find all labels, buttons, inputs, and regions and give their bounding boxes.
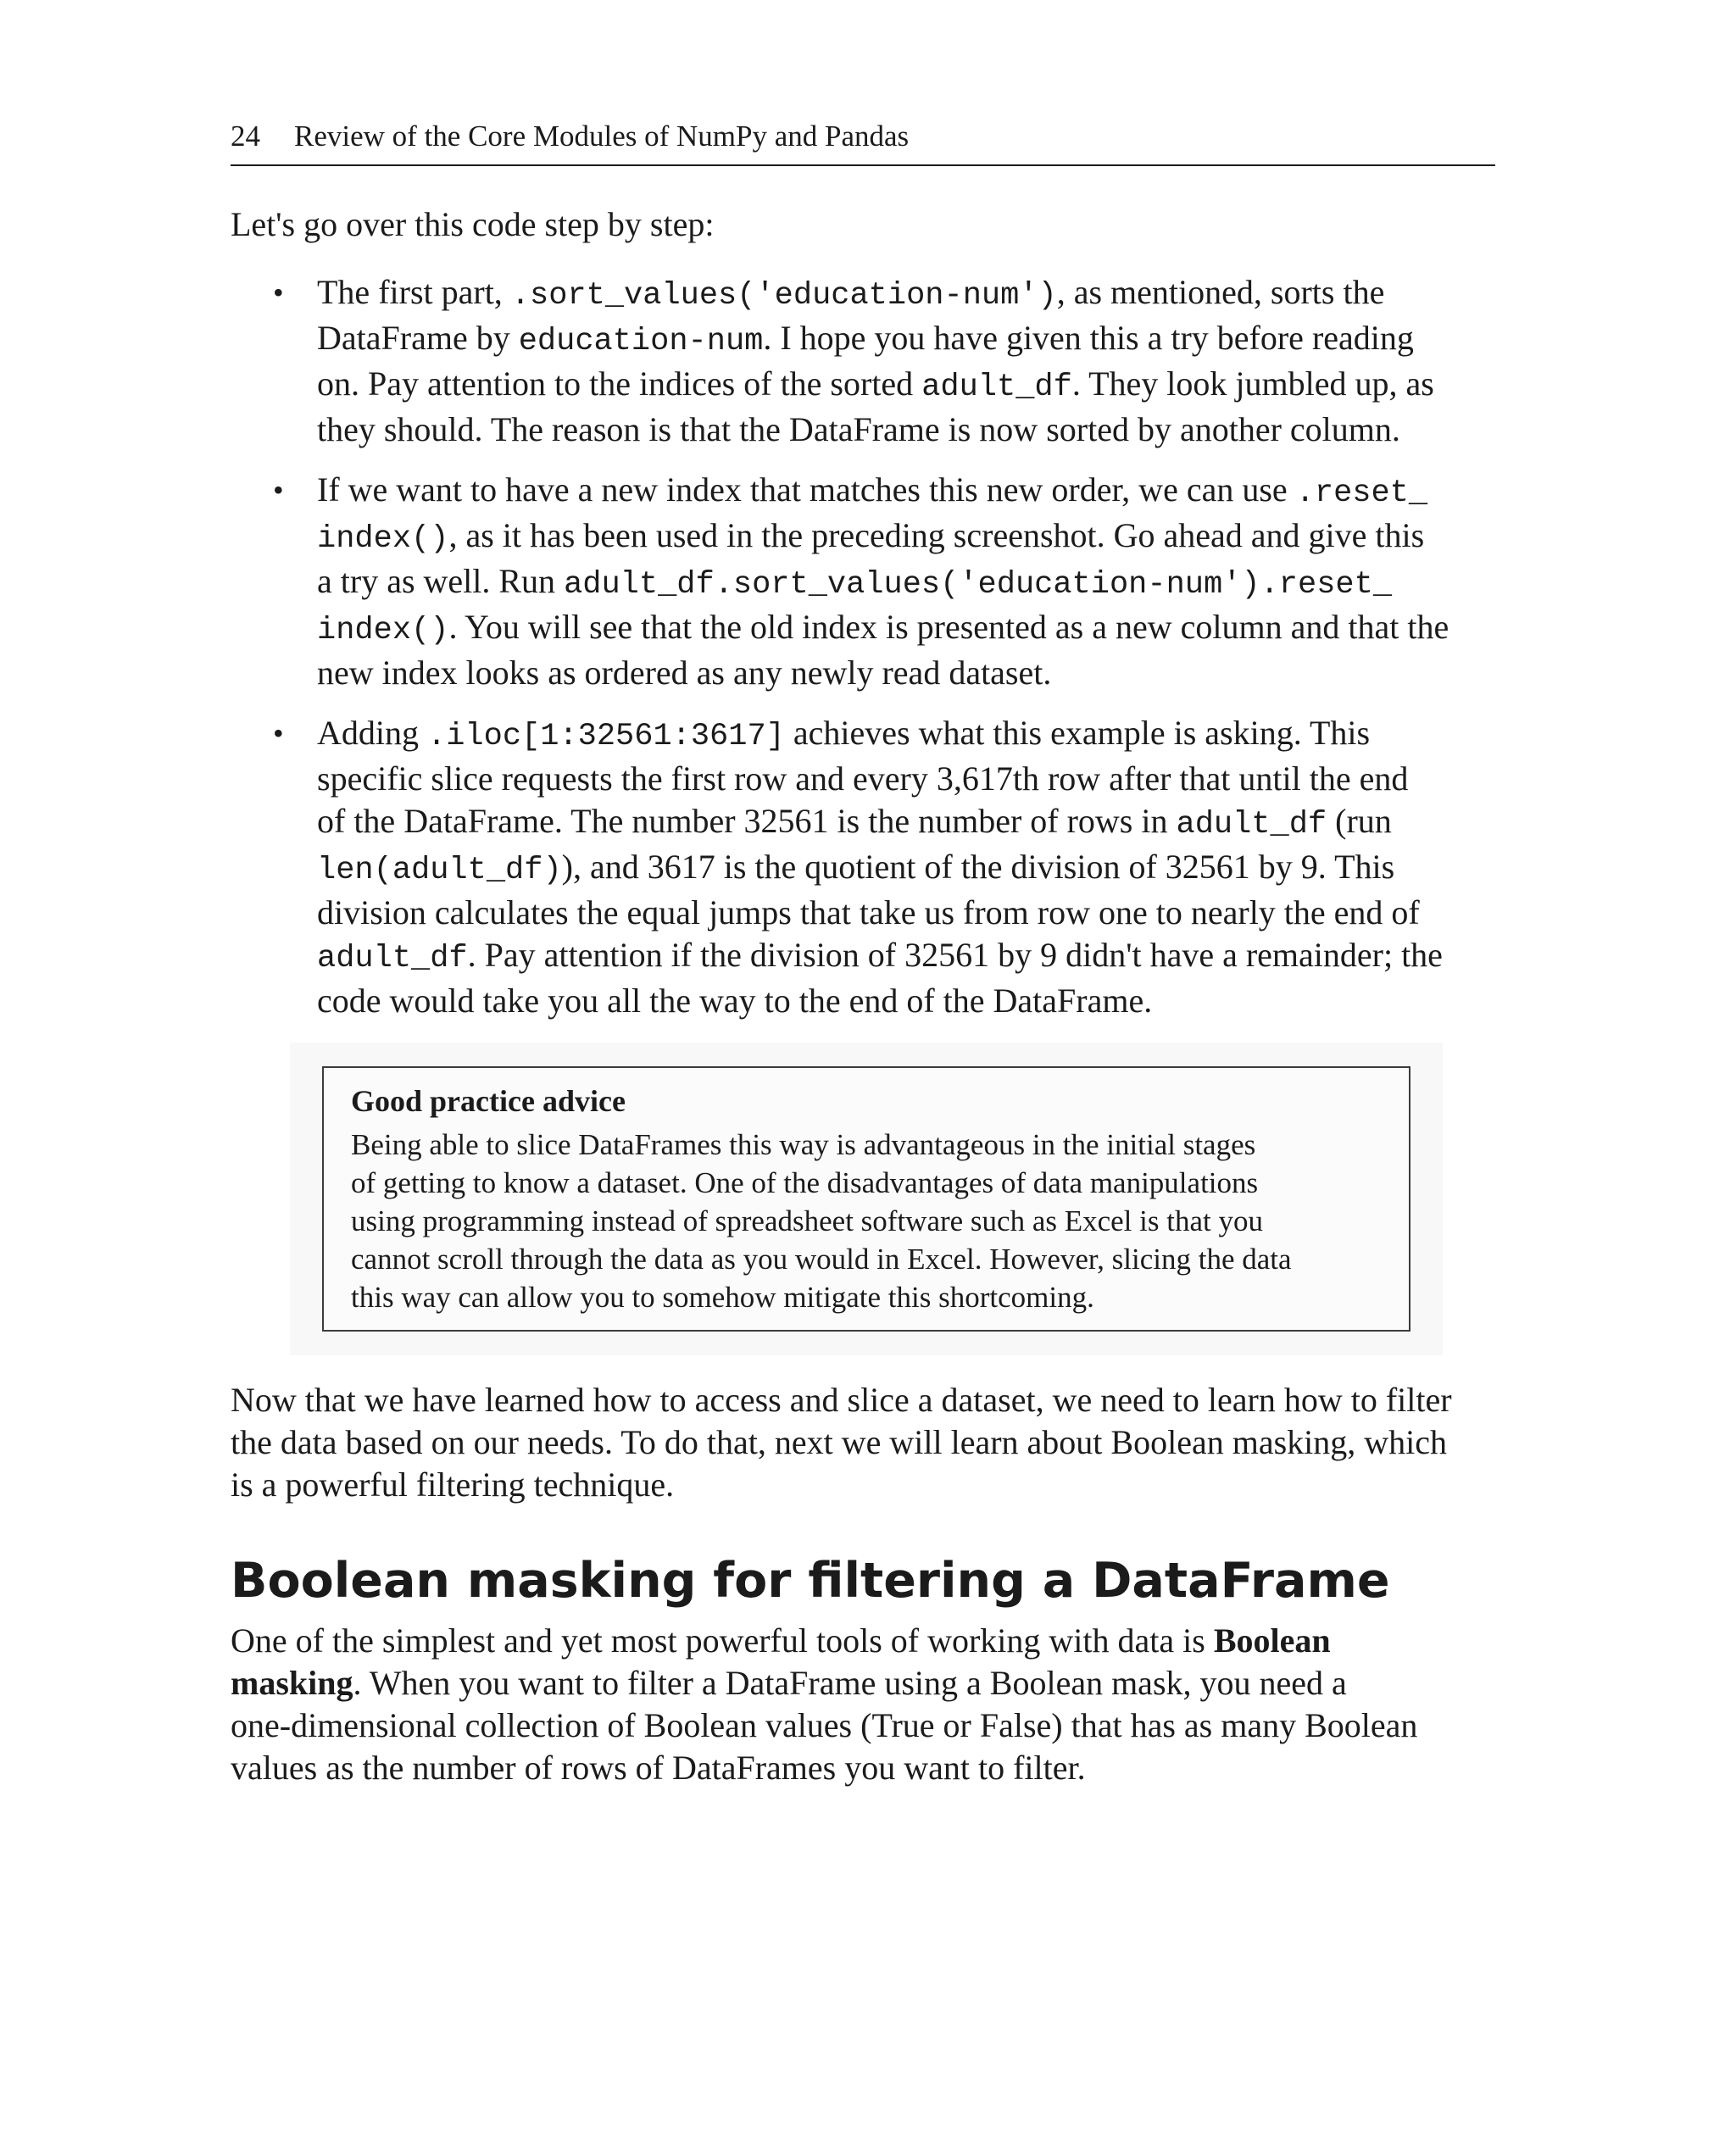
text-line: If we want to have a new index that matches this new order, we can use .reset_ [317,470,1428,511]
running-header [231,115,1495,166]
list-item [231,712,1495,1022]
bold-term: Boolean [1213,1621,1331,1660]
section-heading: Boolean masking for filtering a DataFrame [231,1553,1390,1609]
section-paragraph [231,1620,1495,1789]
advice-body [351,1126,1382,1316]
text-line: The first part, .sort_values('education-num'), as mentioned, sorts the [317,273,1385,314]
inline-code: education-num [518,324,764,359]
text-line: values as the number of rows of DataFrames you want to filter. [231,1749,1086,1787]
inline-code: adult_df [1176,807,1327,842]
inline-code: index() [317,521,449,557]
inline-code: index() [317,613,449,648]
advice-line: this way can allow you to somehow mitigate this shortcoming. [351,1281,1094,1314]
text-line: division calculates the equal jumps that take us from row one to nearly the end of [317,893,1420,931]
inline-code: adult_df [317,941,468,976]
advice-line: of getting to know a dataset. One of the disadvantages of data manipulations [351,1166,1259,1199]
advice-line: using programming instead of spreadsheet software such as Excel is that you [351,1204,1263,1237]
list-item [231,271,1495,451]
advice-box [322,1066,1410,1332]
advice-title: Good practice advice [351,1084,626,1118]
text-line: masking. When you want to filter a DataFrame using a Boolean mask, you need a [231,1664,1347,1702]
text-line: specific slice requests the first row and every 3,617th row after that until the end [317,759,1409,798]
list-item [231,469,1495,694]
text-line: len(adult_df)), and 3617 is the quotient of the division of 32561 by 9. This [317,848,1395,888]
text-line: a try as well. Run adult_df.sort_values('education-num').reset_ [317,562,1393,603]
text-line: of the DataFrame. The number 32561 is the number of rows in adult_df (run [317,802,1392,842]
text-line: code would take you all the way to the end of the DataFrame. [317,982,1153,1020]
inline-code: .reset_ [1295,475,1428,511]
running-title: Review of the Core Modules of NumPy and Pandas [294,120,910,153]
text-line: the data based on our needs. To do that, next we will learn about Boolean masking, which [231,1423,1447,1461]
text-line: is a powerful filtering technique. [231,1465,675,1504]
bullet-icon: • [273,473,284,507]
inline-code: .iloc[1:32561:3617] [427,719,785,754]
intro-paragraph: Let's go over this code step by step: [231,205,715,243]
bullet-icon: • [273,275,284,309]
advice-line: cannot scroll through the data as you would in Excel. However, slicing the data [351,1243,1292,1276]
transition-paragraph [231,1379,1495,1506]
text-line: new index looks as ordered as any newly read dataset. [317,653,1052,692]
advice-callout [290,1043,1443,1355]
bold-term: masking [231,1664,353,1702]
advice-line: Being able to slice DataFrames this way is advantageous in the initial stages [351,1128,1256,1161]
bullet-icon: • [273,716,284,750]
inline-code: adult_df [921,370,1072,405]
text-line: on. Pay attention to the indices of the sorted adult_df. They look jumbled up, as [317,364,1434,405]
text-line: index(), as it has been used in the preceding screenshot. Go ahead and give this [317,516,1425,557]
text-line: Adding .iloc[1:32561:3617] achieves what this example is asking. This [317,714,1371,754]
text-line: DataFrame by education-num. I hope you have given this a try before reading [317,319,1414,359]
page-content [231,203,1495,1789]
inline-code: len(adult_df) [317,853,562,888]
text-line: adult_df. Pay attention if the division of 32561 by 9 didn't have a remainder; the [317,936,1443,976]
page-number: 24 [231,120,260,153]
text-line: they should. The reason is that the DataFrame is now sorted by another column. [317,410,1400,448]
inline-code: adult_df.sort_values('education-num').reset_ [564,567,1393,603]
text-line: index(). You will see that the old index is presented as a new column and that the [317,608,1449,648]
text-line: Now that we have learned how to access and slice a dataset, we need to learn how to filter [231,1381,1452,1419]
text-line: One of the simplest and yet most powerful tools of working with data is Boolean [231,1621,1331,1660]
text-line: one-dimensional collection of Boolean values (True or False) that has as many Boolean [231,1706,1418,1744]
inline-code: .sort_values('education-num') [510,278,1057,314]
steps-list [231,271,1495,1022]
